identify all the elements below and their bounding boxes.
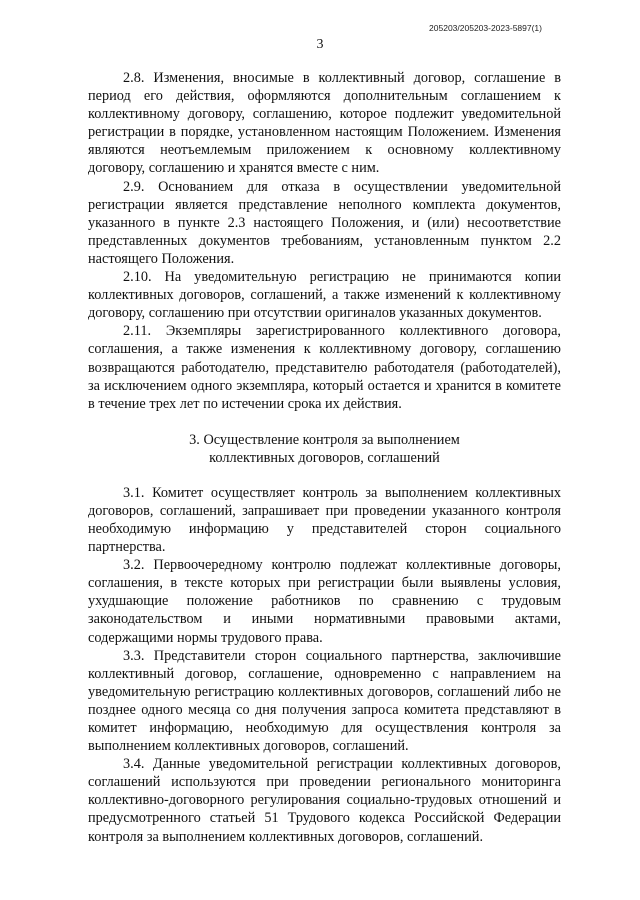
paragraph-3-3: 3.3. Представители сторон социального партнерства, заключившие коллективный договор, соглашение, одновременно с направлением на уведомительную регистрацию коллективных договоров, соглашений либо не позднее одного месяца со дня получения запроса комитета представляют в комитет информацию, необходимую для осуществления контроля за выполнением коллективных договоров, соглашений. [88, 647, 561, 755]
section-title-line-2: коллективных договоров, соглашений [209, 449, 440, 466]
section-title [88, 431, 561, 467]
paragraph-3-1: 3.1. Комитет осуществляет контроль за выполнением коллективных договоров, соглашений, запрашивает при проведении указанного контроля необходимую информацию у представителей сторон социального партнерства. [88, 484, 561, 556]
paragraph-2-8: 2.8. Изменения, вносимые в коллективный договор, соглашение в период его действия, оформляются дополнительным соглашением к коллективному договору, соглашению, которое подлежит уведомительной регистрации в порядке, установленном настоящим Положением. Изменения являются неотъемлемым приложением к основному коллективному договору, соглашению и хранятся вместе с ним. [88, 70, 561, 177]
paragraph-2-10: 2.10. На уведомительную регистрацию не принимаются копии коллективных договоров, соглашений, а также изменений к коллективному договору, соглашению при отсутствии оригиналов указанных документов. [88, 269, 561, 322]
page-number: 3 [316, 37, 324, 52]
paragraph-3-2: 3.2. Первоочередному контролю подлежат коллективные договоры, соглашения, в тексте которых при регистрации были выявлены условия, ухудшающие положение работников по сравнению с трудовым законодательством и иными нормативными правовыми актами, содержащими нормы трудового права. [88, 557, 561, 646]
document-body [88, 69, 561, 846]
document-id: 205203/205203-2023-5897(1) [429, 23, 542, 33]
section-title-line-1: 3. Осуществление контроля за выполнением [189, 431, 460, 448]
paragraph-2-11: 2.11. Экземпляры зарегистрированного коллективного договора, соглашения, а также изменения к коллективному договору, соглашению возвращаются работодателю, представителю работодателя (работодателей), за исключением одного экземпляра, который остается и хранится в комитете в течение трех лет по истечении срока их действия. [88, 323, 561, 412]
paragraph-2-9: 2.9. Основанием для отказа в осуществлении уведомительной регистрации является представление неполного комплекта документов, указанного в пункте 2.3 настоящего Положения, и (или) несоответствие представленных документов требованиям, установленным пунктом 2.2 настоящего Положения. [88, 178, 561, 267]
paragraph-3-4: 3.4. Данные уведомительной регистрации коллективных договоров, соглашений используются при проведении регионального мониторинга коллективно-договорного регулирования социально-трудовых отношений и предусмотренного статьей 51 Трудового кодекса Российской Федерации контроля за выполнением коллективных договоров, соглашений. [88, 756, 561, 845]
